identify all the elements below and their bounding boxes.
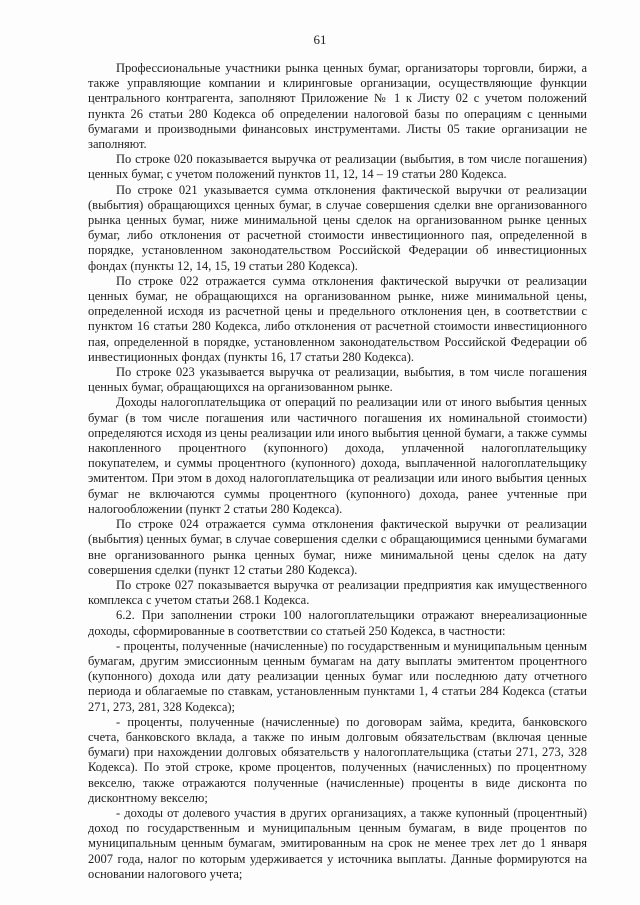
paragraph: Доходы налогоплательщика от операций по реализации или от иного выбытия ценных бумаг (в том числе погашения или частичного погашения их номинальной стоимости) определяются исходя из цены реализации или иного выбытия ценной бумаги, а также суммы накопленного процентного (купонного) дохода, уплаченной налогоплательщику покупателем, и суммы процентного (купонного) дохода, выплаченной налогоплательщику эмитентом. При этом в доход налогоплательщика от реализации или иного выбытия ценных бумаг не включаются суммы процентного (купонного) дохода, ранее учтенные при налогообложении (пункт 2 статьи 280 Кодекса).: [88, 395, 587, 516]
paragraph: По строке 024 отражается сумма отклонения фактической выручки от реализации (выбытия) ценных бумаг, в случае совершения сделки с обращающимися ценными бумагами вне организованного рынка ценных бумаг, ниже минимальной цены сделок на дату совершения сделки (пункт 12 статьи 280 Кодекса).: [88, 517, 587, 577]
page-number: 61: [313, 32, 327, 47]
list-item: - доходы от долевого участия в других организациях, а также купонный (процентный) доход по государственным и муниципальным ценным бумагам, в виде процентов по муниципальным ценным бумагам, эмитированным на срок не менее трех лет до 1 января 2007 года, налог по которым удерживается у источника выплаты. Данные формируются на основании налогового учета;: [88, 805, 587, 881]
document-body: [88, 61, 587, 882]
paragraph: Профессиональные участники рынка ценных бумаг, организаторы торговли, биржи, а также управляющие компании и клиринговые организации, осуществляющие функции центрального контрагента, заполняют Приложение № 1 к Листу 02 с учетом положений пункта 26 статьи 280 Кодекса об определении налоговой базы по операциям с ценными бумагами и производными финансовых инструментами. Листы 05 такие организации не заполняют.: [88, 61, 587, 152]
list-item: - проценты, полученные (начисленные) по государственным и муниципальным ценным бумагам, другим эмиссионным ценным бумагам на дату выплаты эмитентом процентного (купонного) дохода или дату реализации ценных бумаг или последнюю дату отчетного периода и облагаемые по ставкам, установленным пунктами 1, 4 статьи 284 Кодекса (статьи 271, 273, 281, 328 Кодекса);: [88, 638, 587, 714]
paragraph: 6.2. При заполнении строки 100 налогоплательщики отражают внереализационные доходы, сформированные в соответствии со статьей 250 Кодекса, в частности:: [88, 608, 587, 638]
paragraph: По строке 020 показывается выручка от реализации (выбытия, в том числе погашения) ценных бумаг, с учетом положений пунктов 11, 12, 14 – 19 статьи 280 Кодекса.: [88, 152, 587, 182]
list-item: - проценты, полученные (начисленные) по договорам займа, кредита, банковского счета, банковского вклада, а также по иным долговым обязательствам (включая ценные бумаги) при нахождении долговых обязательств у налогоплательщика (статьи 271, 273, 328 Кодекса). По этой строке, кроме процентов, полученных (начисленных) по процентному векселю, также отражаются полученные (начисленные) проценты в виде дисконта по дисконтному векселю;: [88, 714, 587, 805]
paragraph: По строке 027 показывается выручка от реализации предприятия как имущественного комплекса с учетом статьи 268.1 Кодекса.: [88, 577, 587, 608]
paragraph: По строке 022 отражается сумма отклонения фактической выручки от реализации ценных бумаг, не обращающихся на организованном рынке, ниже минимальной цены, определенной исходя из расчетной цены и предельного отклонения цен, в соответствии с пунктом 16 статьи 280 Кодекса, либо отклонения от расчетной стоимости инвестиционного пая, определенной в порядке, установленном законодательством Российской Федерации об инвестиционных фондах (пункты 16, 17 статьи 280 Кодекса).: [88, 273, 587, 364]
paragraph: По строке 021 указывается сумма отклонения фактической выручки от реализации (выбытия) обращающихся ценных бумаг, в случае совершения сделки вне организованного рынка ценных бумаг, ниже минимальной цены сделок на организованном рынке ценных бумаг, либо отклонения от расчетной стоимости инвестиционного пая, определенной в порядке, установленном законодательством Российской Федерации об инвестиционных фондах (пункты 12, 14, 15, 19 статьи 280 Кодекса).: [88, 182, 587, 273]
paragraph: По строке 023 указывается выручка от реализации, выбытия, в том числе погашения ценных бумаг, обращающихся на организованном рынке.: [88, 365, 587, 395]
